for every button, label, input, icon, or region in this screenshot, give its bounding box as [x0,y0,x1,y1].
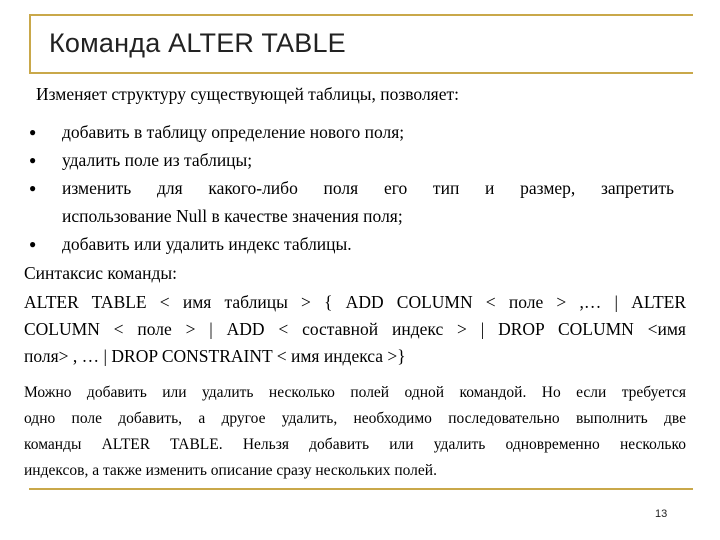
list-item-text: добавить в таблицу определение нового поля; [62,122,405,142]
list-item-text: удалить поле из таблицы; [62,150,253,170]
list-item-text: изменить для какого-либо поля его тип и размер, запретить [62,178,674,198]
bullet-icon: ● [29,125,37,139]
list-item [24,230,674,258]
note-line: индексов, а также изменить описание сразу нескольких полей. [24,462,437,479]
syntax-block [24,289,686,370]
syntax-line: ALTER TABLE < имя таблицы > { ADD COLUMN < поле > ,… | ALTER [24,292,686,312]
footer-line [29,488,693,490]
bullet-icon: ● [29,181,37,195]
bullet-icon: ● [29,237,37,251]
list-item-text-continuation: использование Null в качестве значения поля; [62,206,403,226]
page-number: 13 [655,508,668,520]
frame-top-line [29,14,693,16]
feature-list [24,118,674,258]
note-line: Можно добавить или удалить несколько полей одной командой. Но если требуется [24,384,686,401]
slide-title: Команда ALTER TABLE [49,28,346,58]
note-paragraph [24,380,686,484]
syntax-line: поля> , … | DROP CONSTRAINT < имя индекса >} [24,346,406,366]
note-line: одно поле добавить, а другое удалить, необходимо последовательно выполнить две [24,410,686,427]
frame-vertical-line [29,14,31,72]
syntax-heading: Синтаксис команды: [24,263,178,283]
title-underline [29,72,693,74]
syntax-line: COLUMN < поле > | ADD < составной индекс > | DROP COLUMN <имя [24,319,686,339]
note-line: команды ALTER TABLE. Нельзя добавить или удалить одновременно несколько [24,436,686,453]
list-item [24,118,674,146]
intro-text: Изменяет структуру существующей таблицы, позволяет: [36,84,459,104]
bullet-icon: ● [29,153,37,167]
list-item [24,146,674,174]
list-item-text: добавить или удалить индекс таблицы. [62,234,352,254]
list-item [24,174,674,230]
